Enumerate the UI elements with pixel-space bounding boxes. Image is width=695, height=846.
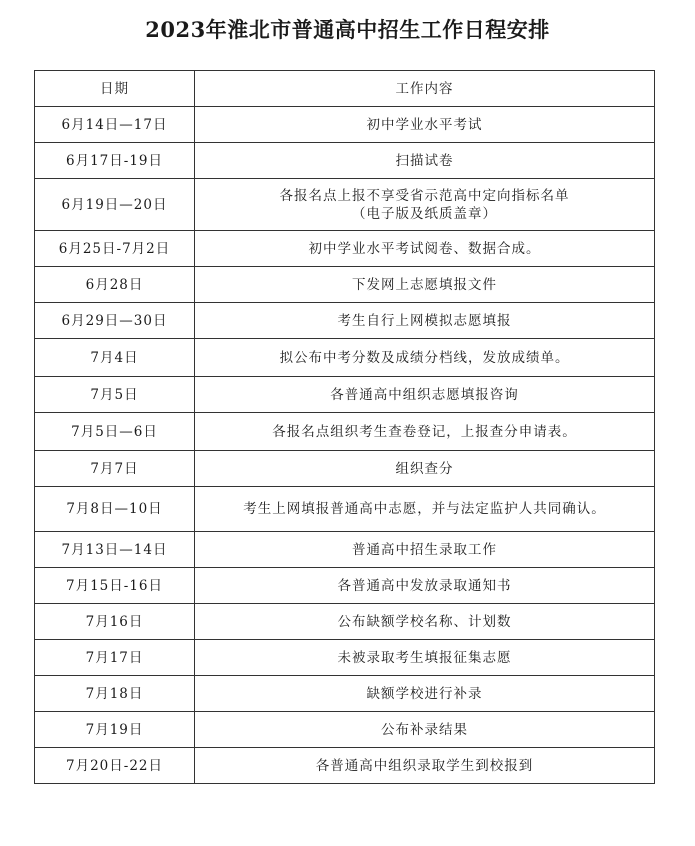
content-cell: 公布缺额学校名称、计划数 — [195, 604, 655, 640]
date-cell: 6月17日-19日 — [35, 143, 195, 179]
table-row — [35, 413, 655, 451]
table-row — [35, 267, 655, 303]
table-row — [35, 676, 655, 712]
date-cell: 6月19日—20日 — [35, 179, 195, 231]
table-row — [35, 487, 655, 532]
content-cell: 初中学业水平考试阅卷、数据合成。 — [195, 231, 655, 267]
table-row — [35, 640, 655, 676]
table-row — [35, 303, 655, 339]
content-cell: 各报名点组织考生查卷登记，上报查分申请表。 — [195, 413, 655, 451]
table-row — [35, 712, 655, 748]
schedule-table — [34, 70, 655, 784]
table-row — [35, 231, 655, 267]
content-cell: 各普通高中组织志愿填报咨询 — [195, 377, 655, 413]
date-cell: 7月4日 — [35, 339, 195, 377]
date-cell: 7月8日—10日 — [35, 487, 195, 532]
header-content: 工作内容 — [195, 71, 655, 107]
date-cell: 7月5日—6日 — [35, 413, 195, 451]
content-cell: 考生上网填报普通高中志愿，并与法定监护人共同确认。 — [195, 487, 655, 532]
table-row — [35, 143, 655, 179]
content-line: （电子版及纸质盖章） — [352, 205, 497, 222]
table-row — [35, 604, 655, 640]
content-cell: 公布补录结果 — [195, 712, 655, 748]
table-header-row — [35, 71, 655, 107]
content-cell: 普通高中招生录取工作 — [195, 532, 655, 568]
content-cell: 各普通高中发放录取通知书 — [195, 568, 655, 604]
content-cell: 缺额学校进行补录 — [195, 676, 655, 712]
table-row — [35, 748, 655, 784]
date-cell: 7月15日-16日 — [35, 568, 195, 604]
date-cell: 7月16日 — [35, 604, 195, 640]
date-cell: 7月7日 — [35, 451, 195, 487]
date-cell: 6月25日-7月2日 — [35, 231, 195, 267]
date-cell: 7月18日 — [35, 676, 195, 712]
content-cell: 下发网上志愿填报文件 — [195, 267, 655, 303]
content-cell: 初中学业水平考试 — [195, 107, 655, 143]
content-cell — [195, 179, 655, 231]
table-row — [35, 568, 655, 604]
content-cell: 未被录取考生填报征集志愿 — [195, 640, 655, 676]
date-cell: 6月29日—30日 — [35, 303, 195, 339]
table-row — [35, 451, 655, 487]
date-cell: 7月19日 — [35, 712, 195, 748]
content-cell: 扫描试卷 — [195, 143, 655, 179]
content-cell: 拟公布中考分数及成绩分档线，发放成绩单。 — [195, 339, 655, 377]
table-row — [35, 377, 655, 413]
content-cell: 各普通高中组织录取学生到校报到 — [195, 748, 655, 784]
table-row — [35, 107, 655, 143]
date-cell: 6月14日—17日 — [35, 107, 195, 143]
table-row — [35, 532, 655, 568]
date-cell: 7月13日—14日 — [35, 532, 195, 568]
date-cell: 7月20日-22日 — [35, 748, 195, 784]
table-row — [35, 179, 655, 231]
content-cell: 组织查分 — [195, 451, 655, 487]
header-date: 日期 — [35, 71, 195, 107]
page-title: 2023年淮北市普通高中招生工作日程安排 — [145, 17, 550, 42]
date-cell: 6月28日 — [35, 267, 195, 303]
date-cell: 7月17日 — [35, 640, 195, 676]
date-cell: 7月5日 — [35, 377, 195, 413]
content-cell: 考生自行上网模拟志愿填报 — [195, 303, 655, 339]
content-line: 各报名点上报不享受省示范高中定向指标名单 — [279, 187, 570, 204]
table-row — [35, 339, 655, 377]
